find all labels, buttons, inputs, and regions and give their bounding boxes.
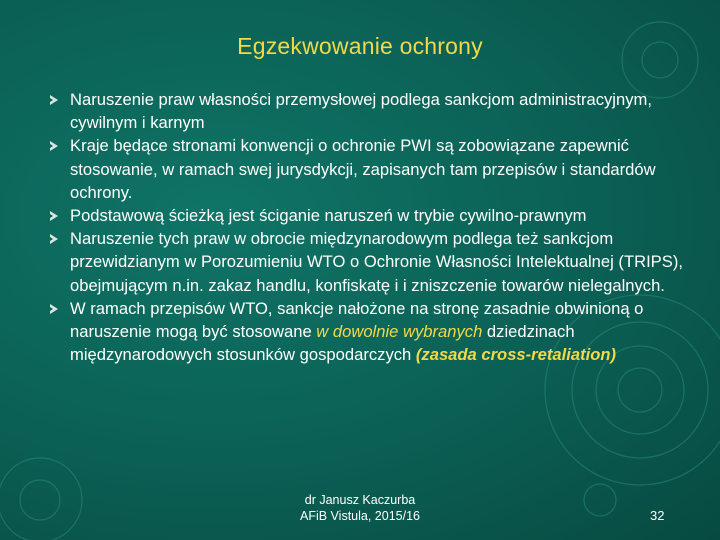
bullet-text: W ramach przepisów WTO, sankcje nałożone na stronę zasadnie obwinioną o naruszenie mogą być stosowane xyxy=(70,298,644,342)
footer-author: dr Janusz Kaczurba xyxy=(304,493,416,507)
bullet-text: Naruszenie praw własności przemysłowej podlega sankcjom administracyjnym, cywilnym i karnym xyxy=(70,90,652,133)
bullet-emphasis: w dowolnie wybranych xyxy=(316,322,483,342)
bullet-text: Kraje będące stronami konwencji o ochronie PWI są zobowiązane zapewnić stosowanie, w ramach swej jurysdykcji, zapisanych tam przepisów i standardów ochrony. xyxy=(70,136,656,202)
arrow-bullet-icon xyxy=(50,95,58,105)
bullet-item xyxy=(56,227,686,297)
arrow-bullet-icon xyxy=(50,234,58,244)
bullet-text: Podstawową ścieżką jest ściganie naruszeń w trybie cywilno-prawnym xyxy=(70,206,587,226)
page-number: 32 xyxy=(650,508,665,523)
bullet-emphasis-bold: (zasada cross-retaliation) xyxy=(415,345,617,365)
footer xyxy=(260,492,460,524)
bullet-list xyxy=(56,88,686,366)
bullet-item xyxy=(56,134,686,204)
bullet-item xyxy=(56,297,686,367)
footer-institution: AFiB Vistula, 2015/16 xyxy=(300,509,420,523)
slide-title: Egzekwowanie ochrony xyxy=(237,33,483,59)
bullet-item xyxy=(56,204,686,227)
bullet-item xyxy=(56,88,686,134)
arrow-bullet-icon xyxy=(50,211,58,221)
arrow-bullet-icon xyxy=(50,304,58,314)
arrow-bullet-icon xyxy=(50,141,58,151)
bullet-text: Naruszenie tych praw w obrocie międzynarodowym podlega też sankcjom przewidzianym w Porozumieniu WTO o Ochronie Własności Intelektualnej (TRIPS), obejmującym n.in. zakaz handlu, konfiskatę i i zniszczenie towarów nielegalnych. xyxy=(70,229,683,295)
bullet-text: dziedzinach międzynarodowych stosunków gospodarczych xyxy=(70,322,575,365)
